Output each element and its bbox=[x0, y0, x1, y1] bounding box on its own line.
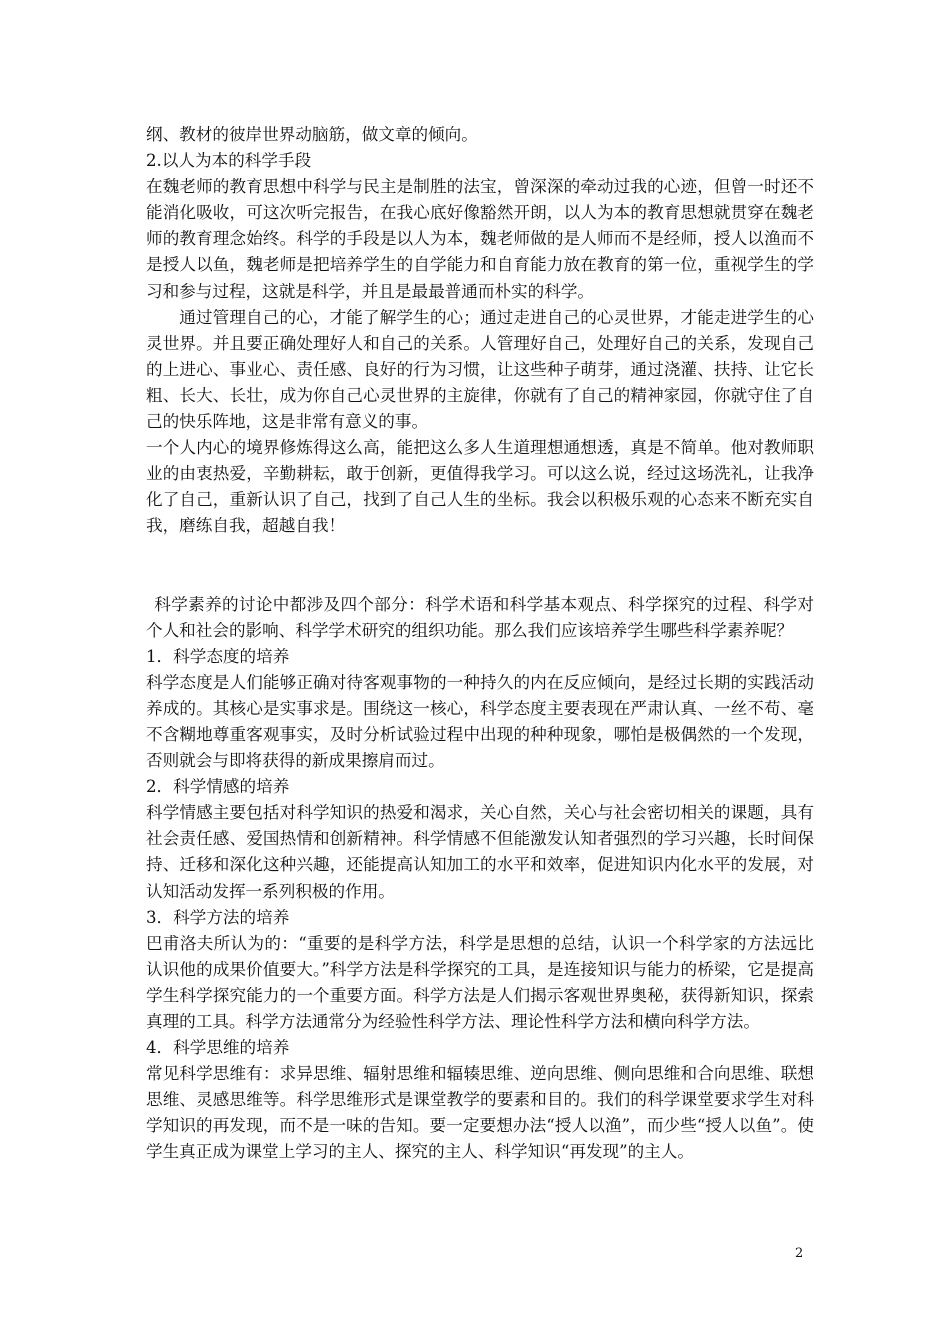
paragraph: 在魏老师的教育思想中科学与民主是制胜的法宝，曾深深的牵动过我的心迹，但曾一时还不能消化吸收，可这次听完报告，在我心底好像豁然开朗，以人为本的教育思想就贯穿在魏老师的教育理念始终。科学的手段是以人为本，魏老师做的是人师而不是经师，授人以渔而不是授人以鱼，魏老师是把培养学生的自学能力和自育能力放在教育的第一位，重视学生的学习和参与过程，这就是科学，并且是最最普通而朴实的科学。 bbox=[146, 177, 814, 301]
document-body bbox=[146, 122, 814, 1166]
paragraph: 一个人内心的境界修炼得这么高，能把这么多人生道理想通想透，真是不简单。他对教师职业的由衷热爱，辛勤耕耘，敢于创新，更值得我学习。可以这么说，经过这场洗礼，让我净化了自己，重新认识了自己，找到了自己人生的坐标。我会以积极乐观的心态来不断充实自我，磨练自我，超越自我！ bbox=[146, 438, 814, 536]
paragraph-intro: 科学素养的讨论中都涉及四个部分：科学术语和科学基本观点、科学探究的过程、科学对个人和社会的影响、科学学术研究的组织功能。那么我们应该培养学生哪些科学素养呢？ bbox=[146, 594, 814, 640]
paragraph: 巴甫洛夫所认为的：“重要的是科学方法，科学是思想的总结，认识一个科学家的方法远比认识他的成果价值要大。”科学方法是科学探究的工具，是连接知识与能力的桥梁，它是提高学生科学探究能力的一个重要方面。科学方法是人们揭示客观世界奥秘，获得新知识，探索真理的工具。科学方法通常分为经验性科学方法、理论性科学方法和横向科学方法。 bbox=[146, 933, 814, 1031]
paragraph-continuation: 纲、教材的彼岸世界动脑筋，做文章的倾向。 bbox=[146, 125, 478, 144]
subheading-emotion: 2．科学情感的培养 bbox=[146, 777, 290, 797]
page-number: 2 bbox=[795, 1246, 804, 1261]
subheading-method: 3．科学方法的培养 bbox=[146, 907, 290, 927]
section-heading: 2.以人为本的科学手段 bbox=[146, 151, 312, 171]
section-spacer bbox=[146, 540, 814, 592]
paragraph: 科学态度是人们能够正确对待客观事物的一种持久的内在反应倾向，是经过长期的实践活动养成的。其核心是实事求是。围绕这一核心，科学态度主要表现在严肃认真、一丝不苟、毫不含糊地尊重客观事实，及时分析试验过程中出现的种种现象，哪怕是极偶然的一个发现，否则就会与即将获得的新成果擦肩而过。 bbox=[146, 672, 814, 771]
subheading-attitude: 1．科学态度的培养 bbox=[146, 646, 290, 666]
paragraph: 常见科学思维有：求异思维、辐射思维和辐辏思维、逆向思维、侧向思维和合向思维、联想思维、灵感思维等。科学思维形式是课堂教学的要素和目的。我们的科学课堂要求学生对科学知识的再发现，而不是一味的告知。要一定要想办法“授人以渔”，而少些“授人以鱼”。使学生真正成为课堂上学习的主人、探究的主人、科学知识“再发现”的主人。 bbox=[146, 1064, 814, 1162]
subheading-thinking: 4．科学思维的培养 bbox=[146, 1038, 290, 1058]
paragraph: 通过管理自己的心，才能了解学生的心；通过走进自己的心灵世界，才能走进学生的心灵世界。并且要正确处理好人和自己的关系。人管理好自己，处理好自己的关系，发现自己的上进心、事业心、责任感、良好的行为习惯，让这些种子萌芽，通过浇灌、扶持、让它长粗、长大、长壮，成为你自己心灵世界的主旋律，你就有了自己的精神家园，你就守住了自己的快乐阵地，这是非常有意义的事。 bbox=[146, 307, 814, 432]
paragraph: 科学情感主要包括对科学知识的热爱和渴求，关心自然，关心与社会密切相关的课题，具有社会责任感、爱国热情和创新精神。科学情感不但能激发认知者强烈的学习兴趣，长时间保持、迁移和深化这种兴趣，还能提高认知加工的水平和效率，促进知识内化水平的发展，对认知活动发挥一系列积极的作用。 bbox=[146, 803, 814, 901]
